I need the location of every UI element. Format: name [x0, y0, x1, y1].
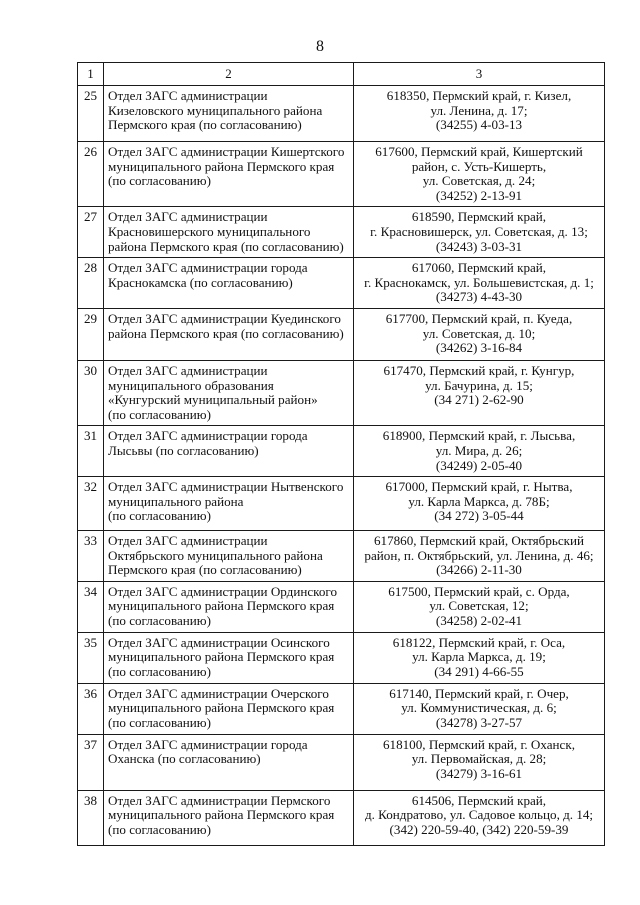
- office-name-cell: [104, 531, 354, 582]
- office-name-line: (по согласованию): [108, 715, 211, 731]
- office-name-line: Лысьвы (по согласованию): [108, 442, 259, 458]
- office-name-line: муниципального района Пермского края: [108, 158, 335, 174]
- office-name-cell: [104, 426, 354, 477]
- office-name-line: «Кунгурский муниципальный район»: [108, 392, 318, 408]
- table-row: [78, 632, 605, 683]
- address-line: 617140, Пермский край, г. Очер,: [389, 685, 569, 701]
- address-line: 618350, Пермский край, г. Кизел,: [386, 88, 572, 103]
- office-name-cell: [104, 142, 354, 207]
- office-name-line: Отдел ЗАГС администрации Осинского: [108, 634, 330, 650]
- address-cell: [354, 683, 605, 734]
- office-name-line: муниципального района Пермского края: [108, 807, 335, 823]
- office-name-line: района Пермского края (по согласованию): [108, 238, 344, 254]
- table-row: [78, 308, 605, 360]
- office-name-line: (по согласованию): [108, 821, 211, 837]
- row-number: 33: [78, 531, 104, 582]
- address-line: 618900, Пермский край, г. Лысьва,: [382, 428, 576, 444]
- office-name-line: Отдел ЗАГС администрации: [108, 533, 268, 549]
- office-name-line: Оханска (по согласованию): [108, 751, 261, 767]
- column-header-address: 3: [354, 63, 605, 86]
- address-cell: [354, 734, 605, 790]
- office-name-line: муниципального района Пермского края: [108, 649, 335, 665]
- address-line: 617500, Пермский край, с. Орда,: [388, 583, 570, 599]
- address-line: (34262) 3-16-84: [435, 340, 523, 356]
- office-name-line: муниципального района Пермского края: [108, 598, 335, 614]
- address-line: г. Краснокамск, ул. Большевистская, д. 1;: [364, 274, 594, 290]
- address-line: ул. Карла Маркса, д. 78Б;: [408, 493, 550, 509]
- address-line: (34 271) 2-62-90: [434, 392, 524, 408]
- address-line: ул. Мира, д. 26;: [435, 442, 523, 458]
- address-line: ул. Первомайская, д. 28;: [411, 751, 547, 767]
- table-row: [78, 683, 605, 734]
- office-name-cell: [104, 207, 354, 258]
- office-name-line: Отдел ЗАГС администрации Очерского: [108, 685, 329, 701]
- row-number: 31: [78, 426, 104, 477]
- address-line: 617700, Пермский край, п. Куеда,: [385, 310, 573, 326]
- office-name-line: Отдел ЗАГС администрации Ординского: [108, 583, 337, 599]
- office-name-line: Отдел ЗАГС администрации Куединского: [108, 310, 341, 326]
- address-cell: [354, 477, 605, 531]
- address-line: (34 291) 4-66-55: [434, 664, 524, 680]
- office-name-line: Отдел ЗАГС администрации Нытвенского: [108, 479, 344, 495]
- address-cell: [354, 360, 605, 425]
- office-name-line: Отдел ЗАГС администрации города: [108, 736, 308, 752]
- office-name-line: Отдел ЗАГС администрации Кишертского: [108, 144, 345, 159]
- address-line: 617860, Пермский край, Октябрьский: [373, 533, 585, 549]
- office-name-cell: [104, 632, 354, 683]
- address-line: д. Кондратово, ул. Садовое кольцо, д. 14;: [364, 807, 594, 823]
- address-cell: [354, 258, 605, 309]
- office-name-line: Красновишерского муниципального: [108, 223, 311, 239]
- office-name-line: Кизеловского муниципального района: [108, 102, 323, 118]
- row-number: 27: [78, 207, 104, 258]
- table-row: [78, 207, 605, 258]
- address-cell: [354, 426, 605, 477]
- table-row: [78, 258, 605, 309]
- row-number: 38: [78, 790, 104, 845]
- office-name-line: (по согласованию): [108, 173, 211, 189]
- table-row: [78, 86, 605, 142]
- page-number: 8: [316, 38, 324, 55]
- address-line: 617600, Пермский край, Кишертский: [375, 144, 583, 159]
- address-line: район, с. Усть-Кишерть,: [411, 158, 547, 174]
- address-line: (34273) 4-43-30: [435, 289, 523, 305]
- office-name-cell: [104, 734, 354, 790]
- office-name-cell: [104, 477, 354, 531]
- office-name-line: Отдел ЗАГС администрации города: [108, 428, 308, 444]
- table-row: [78, 142, 605, 207]
- row-number: 34: [78, 581, 104, 632]
- address-cell: [354, 531, 605, 582]
- office-name-line: Отдел ЗАГС администрации: [108, 362, 268, 378]
- address-line: (34249) 2-05-40: [435, 457, 523, 473]
- office-name-line: муниципального района Пермского края: [108, 700, 335, 716]
- address-cell: [354, 142, 605, 207]
- column-header-number: 1: [78, 63, 104, 86]
- row-number: 30: [78, 360, 104, 425]
- office-name-line: муниципального образования: [108, 377, 274, 393]
- address-line: (34 272) 3-05-44: [434, 508, 524, 524]
- address-cell: [354, 86, 605, 142]
- address-line: ул. Коммунистическая, д. 6;: [401, 700, 557, 716]
- office-name-line: Краснокамска (по согласованию): [108, 274, 293, 290]
- address-cell: [354, 581, 605, 632]
- office-name-line: Пермского края (по согласованию): [108, 562, 302, 578]
- address-line: (342) 220-59-40, (342) 220-59-39: [389, 821, 569, 837]
- table-row: [78, 531, 605, 582]
- office-name-line: (по согласованию): [108, 613, 211, 629]
- office-name-cell: [104, 86, 354, 142]
- office-name-cell: [104, 581, 354, 632]
- office-name-cell: [104, 258, 354, 309]
- table-row: [78, 477, 605, 531]
- row-number: 28: [78, 258, 104, 309]
- address-line: 618100, Пермский край, г. Оханск,: [382, 736, 575, 752]
- row-number: 26: [78, 142, 104, 207]
- table-header-row: [78, 63, 605, 86]
- address-cell: [354, 790, 605, 845]
- address-line: ул. Советская, д. 10;: [422, 325, 536, 341]
- office-name-line: Отдел ЗАГС администрации: [108, 88, 268, 103]
- row-number: 29: [78, 308, 104, 360]
- office-name-line: Отдел ЗАГС администрации Пермского: [108, 792, 331, 808]
- address-line: ул. Бачурина, д. 15;: [425, 377, 533, 393]
- address-line: 617000, Пермский край, г. Нытва,: [385, 479, 573, 495]
- registry-table: [77, 62, 605, 846]
- office-name-cell: [104, 308, 354, 360]
- office-name-line: (по согласованию): [108, 508, 211, 524]
- office-name-line: Пермского края (по согласованию): [108, 117, 302, 133]
- address-line: 614506, Пермский край,: [411, 792, 547, 808]
- address-cell: [354, 632, 605, 683]
- address-line: ул. Советская, 12;: [429, 598, 529, 614]
- office-name-line: Октябрьского муниципального района: [108, 547, 323, 563]
- address-line: 618122, Пермский край, г. Оса,: [392, 634, 566, 650]
- office-name-cell: [104, 790, 354, 845]
- office-name-line: района Пермского края (по согласованию): [108, 325, 344, 341]
- address-line: ул. Карла Маркса, д. 19;: [412, 649, 546, 665]
- address-line: 618590, Пермский край,: [411, 209, 547, 225]
- address-line: г. Красновишерск, ул. Советская, д. 13;: [370, 223, 588, 239]
- address-line: (34243) 3-03-31: [435, 238, 523, 254]
- office-name-cell: [104, 683, 354, 734]
- address-line: (34255) 4-03-13: [435, 117, 523, 133]
- address-cell: [354, 308, 605, 360]
- address-line: (34258) 2-02-41: [435, 613, 523, 629]
- office-name-line: Отдел ЗАГС администрации: [108, 209, 268, 225]
- table-row: [78, 581, 605, 632]
- address-line: ул. Советская, д. 24;: [422, 173, 536, 189]
- office-name-line: Отдел ЗАГС администрации города: [108, 260, 308, 276]
- address-line: 617060, Пермский край,: [411, 260, 547, 276]
- address-line: 617470, Пермский край, г. Кунгур,: [383, 362, 575, 378]
- table-body: [78, 86, 605, 846]
- address-line: район, п. Октябрьский, ул. Ленина, д. 46;: [364, 547, 594, 563]
- row-number: 37: [78, 734, 104, 790]
- table-row: [78, 360, 605, 425]
- office-name-line: (по согласованию): [108, 406, 211, 422]
- column-header-name: 2: [104, 63, 354, 86]
- address-line: (34279) 3-16-61: [435, 765, 523, 781]
- row-number: 25: [78, 86, 104, 142]
- table-row: [78, 426, 605, 477]
- table-row: [78, 790, 605, 845]
- row-number: 36: [78, 683, 104, 734]
- office-name-line: (по согласованию): [108, 664, 211, 680]
- office-name-cell: [104, 360, 354, 425]
- row-number: 35: [78, 632, 104, 683]
- table-row: [78, 734, 605, 790]
- address-line: (34266) 2-11-30: [436, 562, 522, 578]
- address-line: ул. Ленина, д. 17;: [430, 102, 528, 118]
- address-line: (34252) 2-13-91: [435, 187, 523, 203]
- row-number: 32: [78, 477, 104, 531]
- address-cell: [354, 207, 605, 258]
- address-line: (34278) 3-27-57: [435, 715, 523, 731]
- office-name-line: муниципального района: [108, 493, 244, 509]
